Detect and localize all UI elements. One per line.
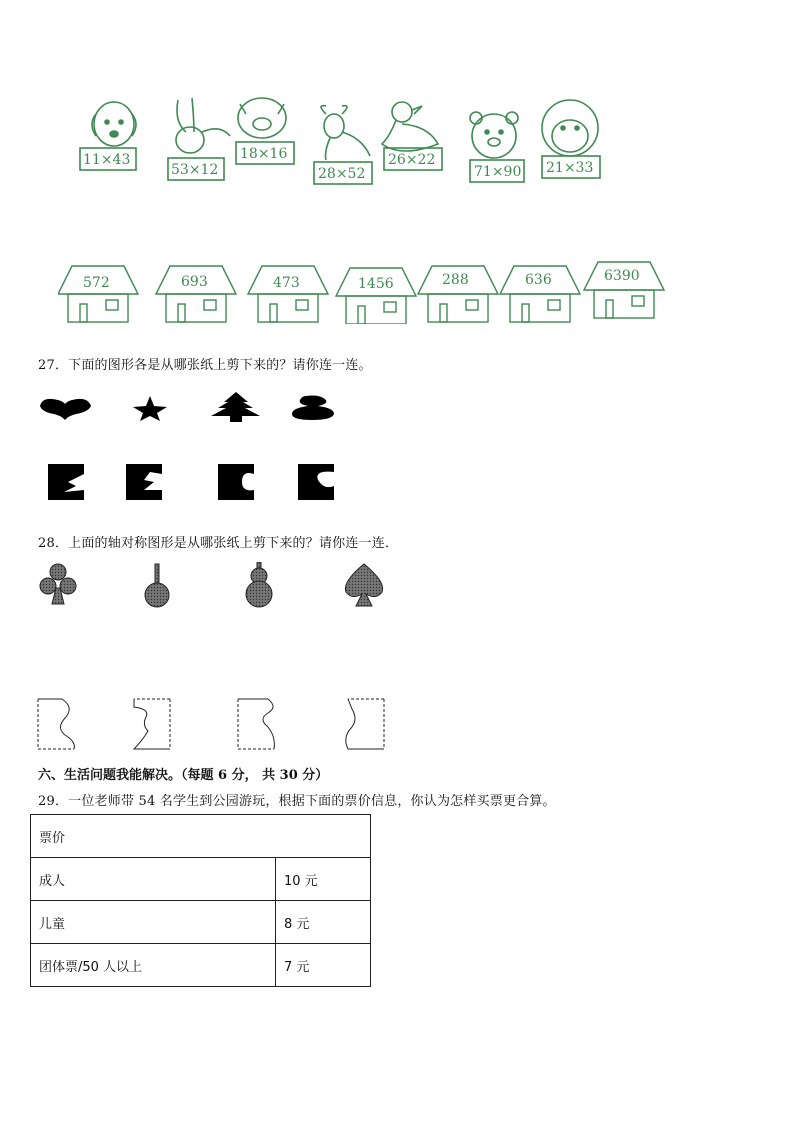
ticket-price: 7 元 [276,944,371,987]
animal-card-label: 53×12 [171,162,219,178]
paper-3 [218,464,254,500]
gourd-shape [292,396,334,421]
section-heading: 六、生活问题我能解决。（每题 6 分， 共 30 分） [38,768,329,783]
question-29: 29．一位老师带 54 名学生到公园游玩，根据下面的票价信息，你认为怎样买票更合算。 [38,794,556,809]
gourd-shape-2 [246,562,272,607]
price-table [30,814,371,987]
animal-card-label: 28×52 [318,166,366,182]
price-table-header: 票价 [31,815,371,858]
ticket-price: 10 元 [276,858,371,901]
folded-paper-4 [346,699,384,749]
ticket-type: 成人 [31,858,276,901]
house-number: 572 [83,275,110,291]
club-shape [40,564,76,604]
ticket-type: 儿童 [31,901,276,944]
q27-cut-shapes [36,392,346,422]
star-shape [133,396,167,421]
folded-paper-2 [134,699,170,749]
q28-symmetric-shapes [36,562,388,612]
house-number: 288 [442,272,469,288]
tree-shape [211,392,260,422]
spade-shape [345,564,382,606]
ticket-type: 团体票/50 人以上 [31,944,276,987]
house-number: 693 [181,274,208,290]
animal-card-label: 18×16 [240,146,288,162]
table-row [31,858,371,901]
animal-card-label: 71×90 [474,164,522,180]
q27-papers [46,462,338,502]
table-row [31,901,371,944]
question-28: 28．上面的轴对称图形是从哪张纸上剪下来的？请你连一连． [38,536,399,551]
folded-paper-1 [38,699,74,749]
heart-shape [40,399,91,420]
animal-card-label: 11×43 [83,152,131,168]
question-27: 27．下面的图形各是从哪张纸上剪下来的？请你连一连。 [38,358,372,373]
paper-1 [48,464,84,500]
house-number: 473 [273,275,300,291]
table-row [31,944,371,987]
animal-card-label: 21×33 [546,160,594,176]
paper-4 [298,464,334,500]
house-number: 636 [525,272,552,288]
animal-card-label: 26×22 [388,152,436,168]
house-number: 6390 [604,268,640,284]
ticket-price: 8 元 [276,901,371,944]
q28-papers [36,697,388,753]
lollipop-shape [145,564,169,607]
house-number: 1456 [358,276,394,292]
folded-paper-3 [238,699,274,749]
paper-2 [126,464,162,500]
